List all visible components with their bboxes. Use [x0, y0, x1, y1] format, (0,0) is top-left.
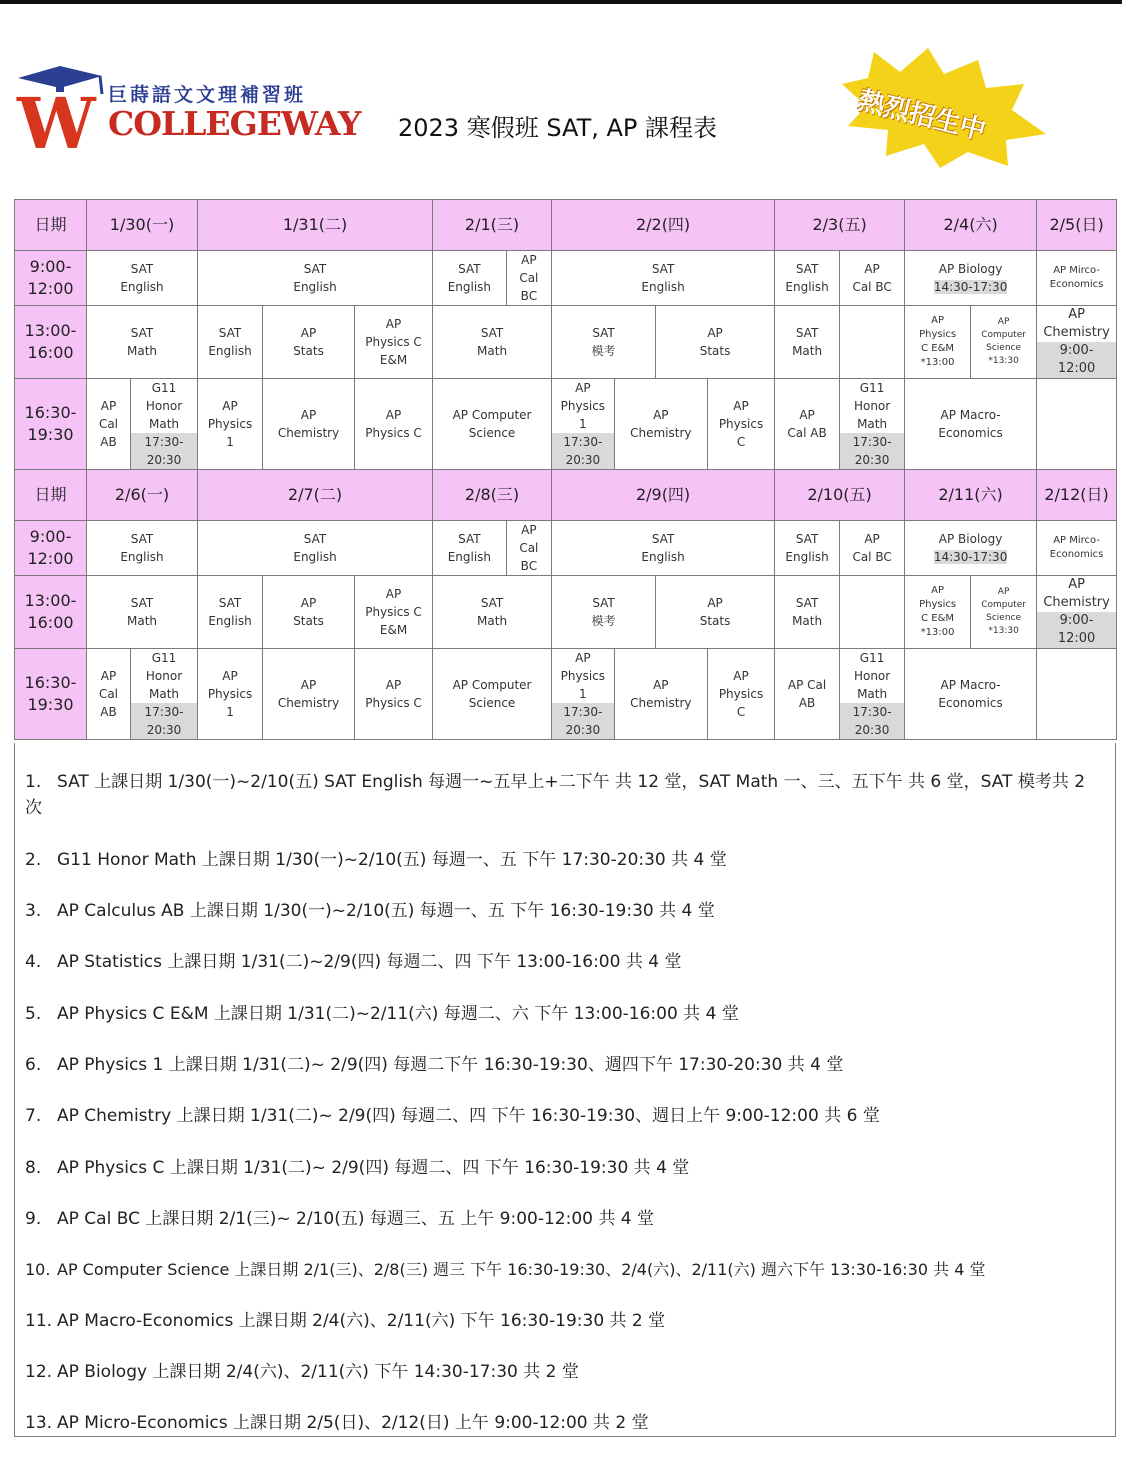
- class-cell: SAT English: [87, 521, 198, 576]
- class-cell: SAT English: [775, 521, 840, 576]
- date-header: 2/1(三): [433, 200, 552, 251]
- class-cell: AP Mirco- Economics: [1037, 521, 1117, 576]
- note-item: 13. AP Micro-Economics 上課日期 2/5(日)、2/12(日) 上午 9:00-12:00 共 2 堂: [25, 1413, 649, 1433]
- note-item: 9. AP Cal BC 上課日期 2/1(三)~ 2/10(五) 每週三、五 上午 9:00-12:00 共 4 堂: [25, 1209, 654, 1229]
- week2-morning-row: [15, 521, 1117, 576]
- time-slot: 13:00- 16:00: [15, 576, 87, 649]
- class-cell: SAT Math: [775, 306, 840, 379]
- time-slot: 9:00- 12:00: [15, 251, 87, 306]
- class-cell: AP Chemistry: [614, 649, 707, 739]
- class-cell: AP Macro- Economics: [905, 649, 1037, 740]
- note-item: 11. AP Macro-Economics 上課日期 2/4(六)、2/11(六) 下午 16:30-19:30 共 2 堂: [25, 1311, 666, 1331]
- class-cell: SAT Math: [87, 576, 198, 649]
- note-item: 10. AP Computer Science 上課日期 2/1(三)、2/8(三) 週三 下午 16:30-19:30、2/4(六)、2/11(六) 週六下午 13:30-16:30 共 4 堂: [25, 1260, 986, 1279]
- week2-date-row: [15, 470, 1117, 521]
- course-notes: [14, 743, 1116, 1437]
- class-cell: AP Stats: [263, 306, 355, 379]
- class-cell: AP Physics C: [355, 649, 433, 740]
- week1-date-row: [15, 200, 1117, 251]
- date-header: 2/3(五): [775, 200, 905, 251]
- week1-evening-row: [15, 379, 1117, 470]
- class-cell: AP Cal BC: [519, 253, 539, 303]
- class-cell: AP Physics C E&M: [355, 576, 433, 649]
- note-item: 5. AP Physics C E&M 上課日期 1/31(二)~2/11(六) 每週二、六 下午 13:00-16:00 共 4 堂: [25, 1004, 739, 1024]
- week1-afternoon-row: [15, 306, 1117, 379]
- schedule-table: [14, 199, 1117, 740]
- class-cell: SAT Math: [775, 576, 840, 649]
- class-cell: [433, 521, 552, 576]
- logo-chinese-name: 巨蒔語文文理補習班: [108, 84, 307, 106]
- date-header: 2/8(三): [433, 470, 552, 521]
- date-header: 2/2(四): [552, 200, 775, 251]
- class-cell: SAT Math: [433, 306, 552, 379]
- class-cell: G11 Honor Math 17:30- 20:30: [131, 379, 198, 470]
- class-cell: SAT English: [433, 521, 506, 575]
- collegeway-logo: [16, 62, 361, 162]
- note-item: 1. SAT 上課日期 1/30(一)~2/10(五) SAT English 每週一~五早上+二下午 共 12 堂，SAT Math 一、三、五下午 共 6 堂，SAT 模考共 2 次: [25, 772, 1086, 818]
- class-cell: AP Chemistry: [263, 379, 355, 470]
- empty-cell: [1037, 379, 1117, 470]
- note-item: 8. AP Physics C 上課日期 1/31(二)~ 2/9(四) 每週二、四 下午 16:30-19:30 共 4 堂: [25, 1158, 690, 1178]
- class-cell: AP Macro- Economics: [905, 379, 1037, 470]
- note-item: 2. G11 Honor Math 上課日期 1/30(一)~2/10(五) 每週一、五 下午 17:30-20:30 共 4 堂: [25, 850, 727, 870]
- date-header: 2/12(日): [1037, 470, 1117, 521]
- class-cell: SAT English: [198, 251, 433, 306]
- class-cell: AP Chemistry 9:00- 12:00: [1037, 306, 1117, 379]
- date-header: 1/31(二): [198, 200, 433, 251]
- note-item: 4. AP Statistics 上課日期 1/31(二)~2/9(四) 每週二、四 下午 13:00-16:00 共 4 堂: [25, 952, 682, 972]
- class-cell: AP Physics 1 17:30- 20:30: [552, 649, 614, 739]
- note-item: 12. AP Biology 上課日期 2/4(六)、2/11(六) 下午 14:30-17:30 共 2 堂: [25, 1362, 579, 1382]
- empty-cell: [840, 306, 905, 379]
- time-slot: 13:00- 16:00: [15, 306, 87, 379]
- class-cell: AP Cal BC: [840, 521, 905, 576]
- class-cell: AP Computer Science *13:30: [971, 306, 1037, 379]
- date-header: 2/9(四): [552, 470, 775, 521]
- week1-morning-row: [15, 251, 1117, 306]
- class-cell: AP Stats: [263, 576, 355, 649]
- time-slot: 9:00- 12:00: [15, 521, 87, 576]
- class-cell: AP Stats: [656, 306, 775, 379]
- top-border: [0, 0, 1122, 4]
- class-cell: AP Cal AB: [775, 649, 840, 740]
- class-cell: AP Cal BC: [840, 251, 905, 306]
- date-label: 日期: [15, 470, 87, 521]
- class-cell: AP Physics C: [355, 379, 433, 470]
- class-cell: AP Physics 1: [198, 379, 263, 470]
- class-cell: AP Cal AB: [87, 649, 131, 740]
- logo-w-letter: W: [17, 82, 96, 162]
- class-cell: AP Mirco- Economics: [1037, 251, 1117, 306]
- class-cell: AP Physics C E&M *13:00: [905, 306, 971, 379]
- date-label: 日期: [15, 200, 87, 251]
- note-item: 7. AP Chemistry 上課日期 1/31(二)~ 2/9(四) 每週二、四 下午 16:30-19:30、週日上午 9:00-12:00 共 6 堂: [25, 1106, 880, 1126]
- class-cell: SAT English: [552, 521, 775, 576]
- class-cell: SAT Math: [433, 576, 552, 649]
- class-cell: SAT Math: [87, 306, 198, 379]
- class-cell: AP Chemistry 9:00- 12:00: [1037, 576, 1117, 649]
- class-cell: AP Physics C: [718, 399, 764, 449]
- class-cell: AP Biology 14:30-17:30: [905, 251, 1037, 306]
- date-header: 2/7(二): [198, 470, 433, 521]
- week2-evening-row: [15, 649, 1117, 740]
- class-cell: SAT 模考: [552, 306, 656, 379]
- date-header: 2/5(日): [1037, 200, 1117, 251]
- class-cell: AP Physics 1: [198, 649, 263, 740]
- class-cell: G11 Honor Math 17:30- 20:30: [131, 649, 198, 740]
- class-cell: SAT 模考: [552, 576, 656, 649]
- class-cell: AP Physics 1 17:30- 20:30: [552, 379, 614, 469]
- class-cell: SAT English: [87, 251, 198, 306]
- logo-english-name: COLLEGEWAY: [108, 104, 361, 143]
- class-cell: SAT English: [552, 251, 775, 306]
- date-header: 1/30(一): [87, 200, 198, 251]
- class-cell: SAT English: [198, 306, 263, 379]
- date-header: 2/6(一): [87, 470, 198, 521]
- class-cell: AP Computer Science: [433, 379, 552, 470]
- date-header: 2/10(五): [775, 470, 905, 521]
- class-cell: AP Chemistry: [614, 379, 707, 469]
- date-header: 2/4(六): [905, 200, 1037, 251]
- class-cell: AP Chemistry: [263, 649, 355, 740]
- class-cell: G11 Honor Math 17:30- 20:30: [840, 379, 905, 470]
- graduation-cap-w-logo-icon: [16, 62, 112, 162]
- class-cell: AP Physics C E&M *13:00: [905, 576, 971, 649]
- class-cell: [552, 379, 775, 470]
- class-cell: SAT English: [198, 521, 433, 576]
- class-cell: AP Cal BC: [519, 523, 539, 573]
- week2-afternoon-row: [15, 576, 1117, 649]
- class-cell: AP Computer Science: [433, 649, 552, 740]
- class-cell: G11 Honor Math 17:30- 20:30: [840, 649, 905, 740]
- class-cell: SAT English: [433, 251, 506, 305]
- badge-text: 熱烈招生中: [855, 85, 989, 147]
- class-cell: [433, 251, 552, 306]
- class-cell: AP Stats: [656, 576, 775, 649]
- class-cell: SAT English: [775, 251, 840, 306]
- time-slot: 16:30- 19:30: [15, 649, 87, 740]
- class-cell: SAT English: [198, 576, 263, 649]
- class-cell: AP Physics C: [718, 669, 764, 719]
- time-slot: 16:30- 19:30: [15, 379, 87, 470]
- class-cell: AP Physics C E&M: [355, 306, 433, 379]
- class-cell: AP Biology 14:30-17:30: [905, 521, 1037, 576]
- empty-cell: [840, 576, 905, 649]
- note-item: 6. AP Physics 1 上課日期 1/31(二)~ 2/9(四) 每週二下午 16:30-19:30、週四下午 17:30-20:30 共 4 堂: [25, 1055, 844, 1075]
- class-cell: AP Computer Science *13:30: [971, 576, 1037, 649]
- page-title: 2023 寒假班 SAT, AP 課程表: [398, 114, 718, 142]
- empty-cell: [1037, 649, 1117, 740]
- class-cell: AP Cal AB: [775, 379, 840, 470]
- class-cell: AP Cal AB: [87, 379, 131, 470]
- note-item: 3. AP Calculus AB 上課日期 1/30(一)~2/10(五) 每週一、五 下午 16:30-19:30 共 4 堂: [25, 901, 715, 921]
- enrollment-badge: [828, 44, 1050, 170]
- date-header: 2/11(六): [905, 470, 1037, 521]
- class-cell: [552, 649, 775, 740]
